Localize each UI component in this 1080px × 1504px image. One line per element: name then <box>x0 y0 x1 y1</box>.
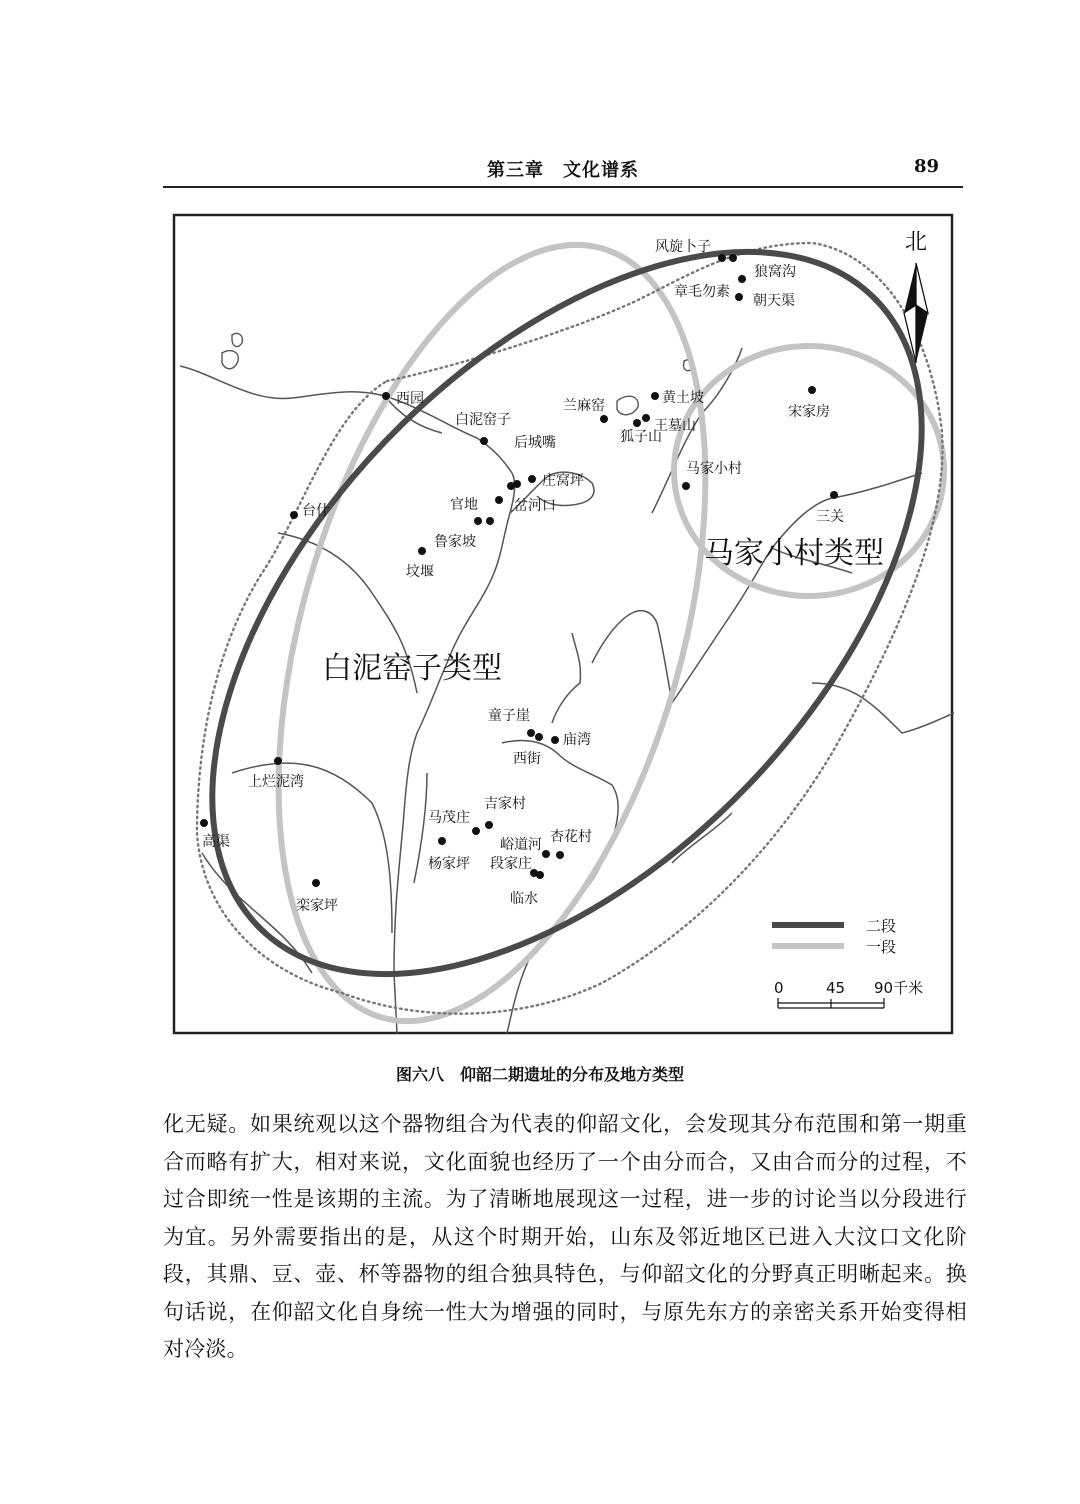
svg-text:90千米: 90千米 <box>874 979 924 997</box>
svg-text:45: 45 <box>826 979 846 997</box>
site-dot <box>200 819 208 827</box>
site-dot <box>495 496 503 504</box>
site-dot <box>474 517 482 525</box>
site-dot <box>651 392 659 400</box>
site-dot <box>642 414 650 422</box>
site-label: 章毛勿素 <box>674 284 730 300</box>
distribution-map <box>172 213 954 1035</box>
site-dot <box>485 821 493 829</box>
site-label: 风旋卜子 <box>655 239 711 255</box>
site-dot <box>472 827 480 835</box>
site-label: 王墓山 <box>654 418 696 434</box>
site-label: 白泥窑子 <box>455 412 511 428</box>
running-header <box>163 150 963 188</box>
site-label: 栾家坪 <box>296 898 338 914</box>
svg-text:二段: 二段 <box>866 917 897 935</box>
svg-text:0: 0 <box>774 979 784 997</box>
site-label: 西街 <box>513 751 541 767</box>
site-label: 台什 <box>302 503 330 519</box>
figure-caption: 图六八 仰韶二期遗址的分布及地方类型 <box>395 1065 684 1084</box>
site-dot <box>418 547 426 555</box>
site-dot <box>556 851 564 859</box>
site-label: 黄土坡 <box>662 390 704 406</box>
site-label: 上烂泥湾 <box>248 774 304 790</box>
site-label: 段家庄 <box>490 856 532 872</box>
site-dot <box>830 491 838 499</box>
site-dot <box>808 386 816 394</box>
site-label: 庄窝坪 <box>542 473 584 489</box>
site-dot <box>382 392 390 400</box>
site-label: 狼窝沟 <box>754 264 796 280</box>
site-dot <box>633 419 641 427</box>
site-dot <box>312 879 320 887</box>
site-dot <box>480 437 488 445</box>
site-label: 庙湾 <box>563 732 591 748</box>
site-dot <box>729 254 737 262</box>
site-dot <box>542 850 550 858</box>
site-label: 童子崖 <box>488 708 530 724</box>
site-label: 狐子山 <box>620 429 662 445</box>
type-label-majiaxiaocun: 马家小村类型 <box>704 536 884 571</box>
site-dot <box>528 475 536 483</box>
site-label: 西园 <box>396 391 424 407</box>
site-label: 马茂庄 <box>428 810 470 826</box>
site-label: 高渠 <box>202 834 230 850</box>
site-label: 马家小村 <box>686 461 742 477</box>
body-paragraph: 化无疑。如果统观以这个器物组合为代表的仰韶文化，会发现其分布范围和第一期重合而略有扩大，相对来说，文化面貌也经历了一个由分而合，又由合而分的过程，不过合即统一性是该期的主流。为了清晰地展现这一过程，进一步的讨论当以分段进行为宜。另外需要指出的是，从这个时期开始，山东及邻近地区已进入大汶口文化阶段，其鼎、豆、壶、杯等器物的组合独具特色，与仰韶文化的分野真正明晰起来。换句话说，在仰韶文化自身统一性大为增强的同时，与原先东方的亲密关系开始变得相对冷淡。 <box>163 1112 967 1361</box>
site-dot <box>551 736 559 744</box>
site-label: 坟堰 <box>406 564 434 580</box>
site-label: 鲁家坡 <box>434 534 476 550</box>
site-label: 兰麻窑 <box>563 398 605 414</box>
site-dot <box>290 511 298 519</box>
site-label: 峪道河 <box>500 837 542 853</box>
site-label: 朝天渠 <box>753 293 795 309</box>
site-dot <box>536 871 544 879</box>
site-dot <box>738 275 746 283</box>
site-label: 岔河口 <box>514 498 556 514</box>
site-dot <box>274 757 282 765</box>
site-dot <box>513 480 521 488</box>
site-dot <box>527 729 535 737</box>
site-label: 临水 <box>510 891 538 907</box>
site-label: 杏花村 <box>550 829 592 845</box>
site-dot <box>735 293 743 301</box>
type-label-bainiyaozi: 白泥窑子类型 <box>322 651 502 686</box>
site-dot <box>682 482 690 490</box>
chapter-title: 第三章 文化谱系 <box>487 160 639 181</box>
site-dot <box>438 837 446 845</box>
site-label: 杨家坪 <box>428 856 470 872</box>
site-label: 吉家村 <box>484 796 526 812</box>
site-dot <box>535 733 543 741</box>
svg-text:一段: 一段 <box>866 938 897 956</box>
site-label: 后城嘴 <box>514 435 556 451</box>
site-label: 官地 <box>450 497 478 513</box>
site-label: 三关 <box>816 509 844 525</box>
svg-text:北: 北 <box>905 230 928 255</box>
page-number: 89 <box>913 156 939 177</box>
site-dot <box>486 517 494 525</box>
site-dot <box>600 415 608 423</box>
site-dot <box>718 254 726 262</box>
site-label: 宋家房 <box>788 404 830 420</box>
